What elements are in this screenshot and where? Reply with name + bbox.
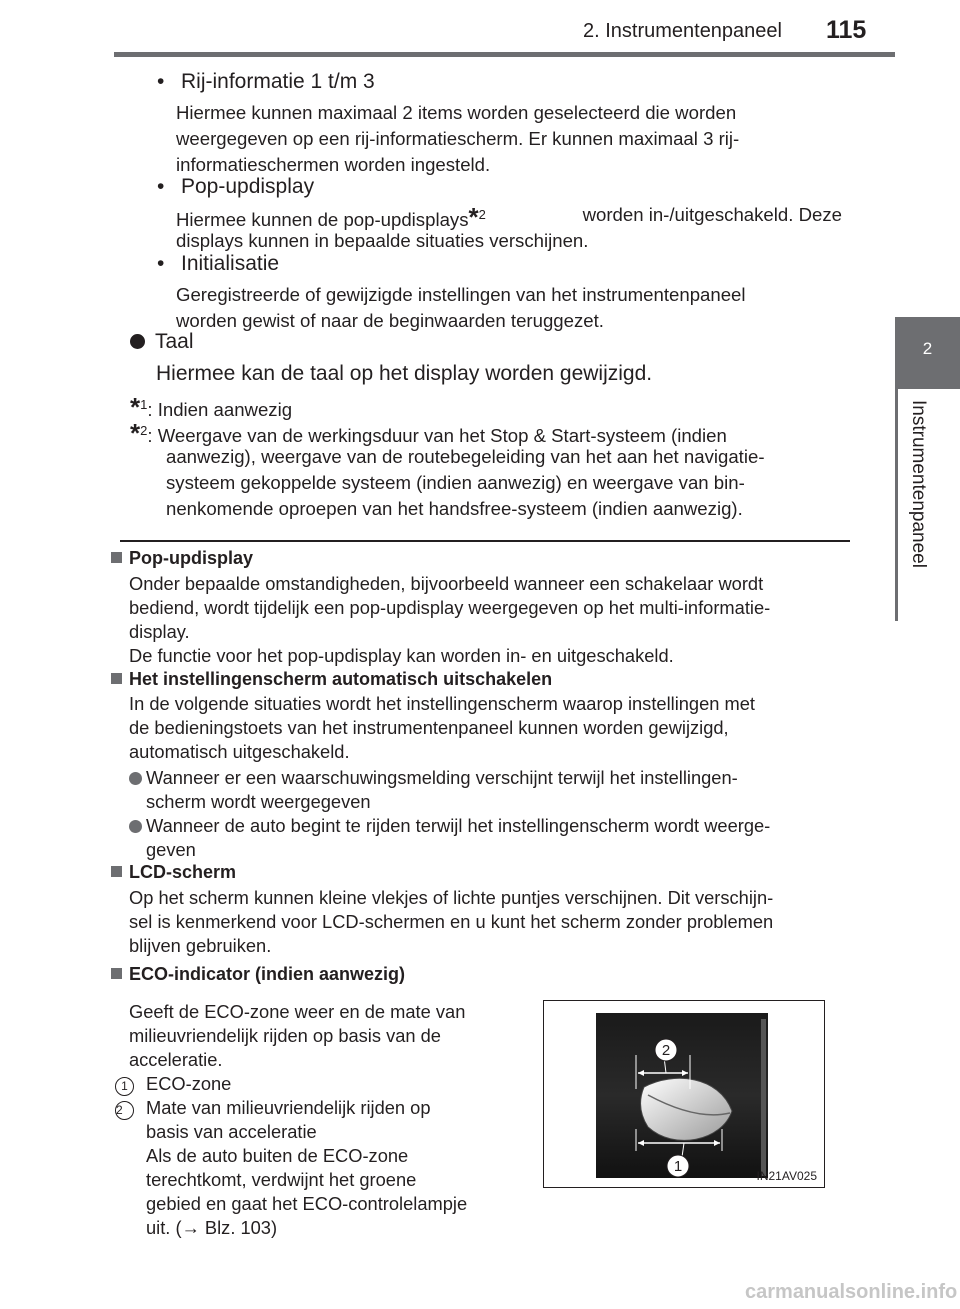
watermark: carmanualsonline.info [745, 1281, 958, 1303]
bullet-title: Pop-updisplay [181, 175, 315, 198]
section-heading-text: ECO-indicator (indien aanwezig) [129, 964, 406, 984]
figure-id: IN21AV025 [756, 1169, 817, 1183]
bullet-initialisatie: • Initialisatie [157, 252, 280, 275]
section-text: sel is kenmerkend voor LCD-schermen en u kunt het scherm zonder problemen [129, 911, 774, 932]
square-bullet-icon [111, 552, 122, 563]
eco-indicator-figure [543, 1000, 825, 1188]
eco-item-text: terechtkomt, verdwijnt het groene [146, 1169, 417, 1190]
section-point [129, 814, 850, 838]
section-text: automatisch uitgeschakeld. [129, 741, 350, 762]
section-text: Geeft de ECO-zone weer en de mate van [129, 1001, 466, 1022]
ref-text: uit. ( [146, 1217, 182, 1238]
section-text: Op het scherm kunnen kleine vlekjes of lichte puntjes verschijnen. Dit verschijn- [129, 887, 774, 908]
section-heading-text: LCD-scherm [129, 862, 237, 882]
eco-indicator-illustration [544, 1001, 823, 1186]
bullet-circle-icon [130, 334, 145, 349]
bullet-text: displays kunnen in bepaalde situaties verschijnen. [176, 230, 589, 251]
section-text: blijven gebruiken. [129, 935, 272, 956]
section-heading-auto-off [111, 669, 552, 690]
footnote-text: nenkomende oproepen van het handsfree-systeem (indien aanwezig). [166, 498, 743, 519]
section-heading-lcd [111, 862, 236, 883]
footnote-mark: * [130, 418, 141, 449]
eco-item-text: Als de auto buiten de ECO-zone [146, 1145, 409, 1166]
footnote-text: : Weergave van de werkingsduur van het Stop & Start-systeem (indien [147, 425, 727, 447]
taal-title: Taal [155, 330, 194, 353]
point-text: Wanneer er een waarschuwingsmelding verschijnt terwijl het instellingen- [146, 767, 738, 788]
side-label-text: Instrumentenpaneel [908, 400, 929, 568]
footnote-num: 2 [140, 423, 148, 438]
number-circle-icon: 1 [115, 1077, 134, 1096]
ref-text: Blz. 103) [199, 1217, 278, 1238]
page-number: 115 [826, 16, 867, 44]
eco-item-text: basis van acceleratie [146, 1121, 317, 1142]
section-text: milieuvriendelijk rijden op basis van de [129, 1025, 441, 1046]
bullet-text-part: Hiermee kunnen de pop-updisplays [176, 209, 469, 231]
point-text: Wanneer de auto begint te rijden terwijl het instellingenscherm wordt weerge- [146, 815, 771, 836]
section-heading-text: Het instellingenscherm automatisch uitschakelen [129, 669, 553, 689]
bullet-text: weergegeven op een rij-informatiescherm. Er kunnen maximaal 3 rij- [176, 128, 740, 149]
eco-item-text: gebied en gaat het ECO-controlelampje [146, 1193, 468, 1214]
bullet-title: Initialisatie [181, 252, 280, 275]
eco-item-1 [115, 1072, 231, 1096]
bullet-text: Hiermee kunnen maximaal 2 items worden geselecteerd die worden [176, 102, 737, 123]
section-heading-text: Pop-updisplay [129, 548, 254, 568]
bullet-text: worden in-/uitgeschakeld. Deze [582, 204, 842, 225]
callout-2: 2 [661, 1042, 671, 1059]
eco-item-2 [115, 1096, 517, 1120]
bullet-title: Rij-informatie 1 t/m 3 [181, 70, 375, 93]
footnote-text: : Indien aanwezig [147, 399, 293, 421]
footnote-text: systeem gekoppelde systeem (indien aanwezig) en weergave van bin- [166, 472, 745, 493]
point-text: geven [146, 839, 196, 860]
section-text: De functie voor het pop-updisplay kan worden in- en uitgeschakeld. [129, 645, 674, 666]
side-label [907, 400, 931, 600]
eco-page-reference [146, 1216, 277, 1240]
eco-item-text: Mate van milieuvriendelijk rijden op [146, 1097, 431, 1118]
bullet-text: informatieschermen worden ingesteld. [176, 154, 491, 175]
section-heading-popup [111, 548, 253, 569]
square-bullet-icon [111, 673, 122, 684]
footnote-text: aanwezig), weergave van de routebegeleiding van het aan het navigatie- [166, 446, 765, 467]
number-circle-icon: 2 [115, 1101, 134, 1120]
section-divider [120, 540, 850, 542]
section-text: Onder bepaalde omstandigheden, bijvoorbeeld wanneer een schakelaar wordt [129, 573, 764, 594]
point-dot-icon [129, 772, 142, 785]
section-text: bediend, wordt tijdelijk een pop-updisplay weergegeven op het multi-informatie- [129, 597, 771, 618]
taal-heading [130, 330, 194, 354]
bullet-pop-updisplay: • Pop-updisplay [157, 175, 315, 198]
side-rule [895, 389, 898, 621]
footnote-mark: * [130, 392, 141, 423]
section-point [129, 766, 850, 790]
side-tab [895, 317, 960, 389]
footnote-num: 1 [140, 397, 148, 412]
eco-bar [761, 1019, 766, 1176]
section-text: In de volgende situaties wordt het instellingenscherm waarop instellingen met [129, 693, 755, 714]
footnote-mark: * [468, 202, 479, 233]
chapter-title: 2. Instrumentenpaneel [582, 20, 782, 42]
square-bullet-icon [111, 968, 122, 979]
point-text: scherm wordt weergegeven [146, 791, 371, 812]
bullet-text: worden gewist of naar de beginwaarden teruggezet. [176, 310, 604, 331]
header-rule [114, 52, 895, 57]
footnote-ref: 2 [478, 207, 486, 222]
eco-item-text: ECO-zone [146, 1073, 232, 1094]
section-text: acceleratie. [129, 1049, 223, 1070]
square-bullet-icon [111, 866, 122, 877]
callout-1: 1 [673, 1158, 683, 1175]
arrow-right-icon: → [181, 1217, 200, 1238]
point-dot-icon [129, 820, 142, 833]
section-heading-eco [111, 964, 405, 985]
side-tab-number: 2 [922, 339, 933, 358]
bullet-rij-informatie: • Rij-informatie 1 t/m 3 [157, 70, 375, 93]
taal-text: Hiermee kan de taal op het display worden gewijzigd. [156, 362, 653, 385]
section-text: de bedieningstoets van het instrumentenpaneel kunnen worden gewijzigd, [129, 717, 729, 738]
bullet-text: Geregistreerde of gewijzigde instellingen van het instrumentenpaneel [176, 284, 746, 305]
section-text: display. [129, 621, 190, 642]
